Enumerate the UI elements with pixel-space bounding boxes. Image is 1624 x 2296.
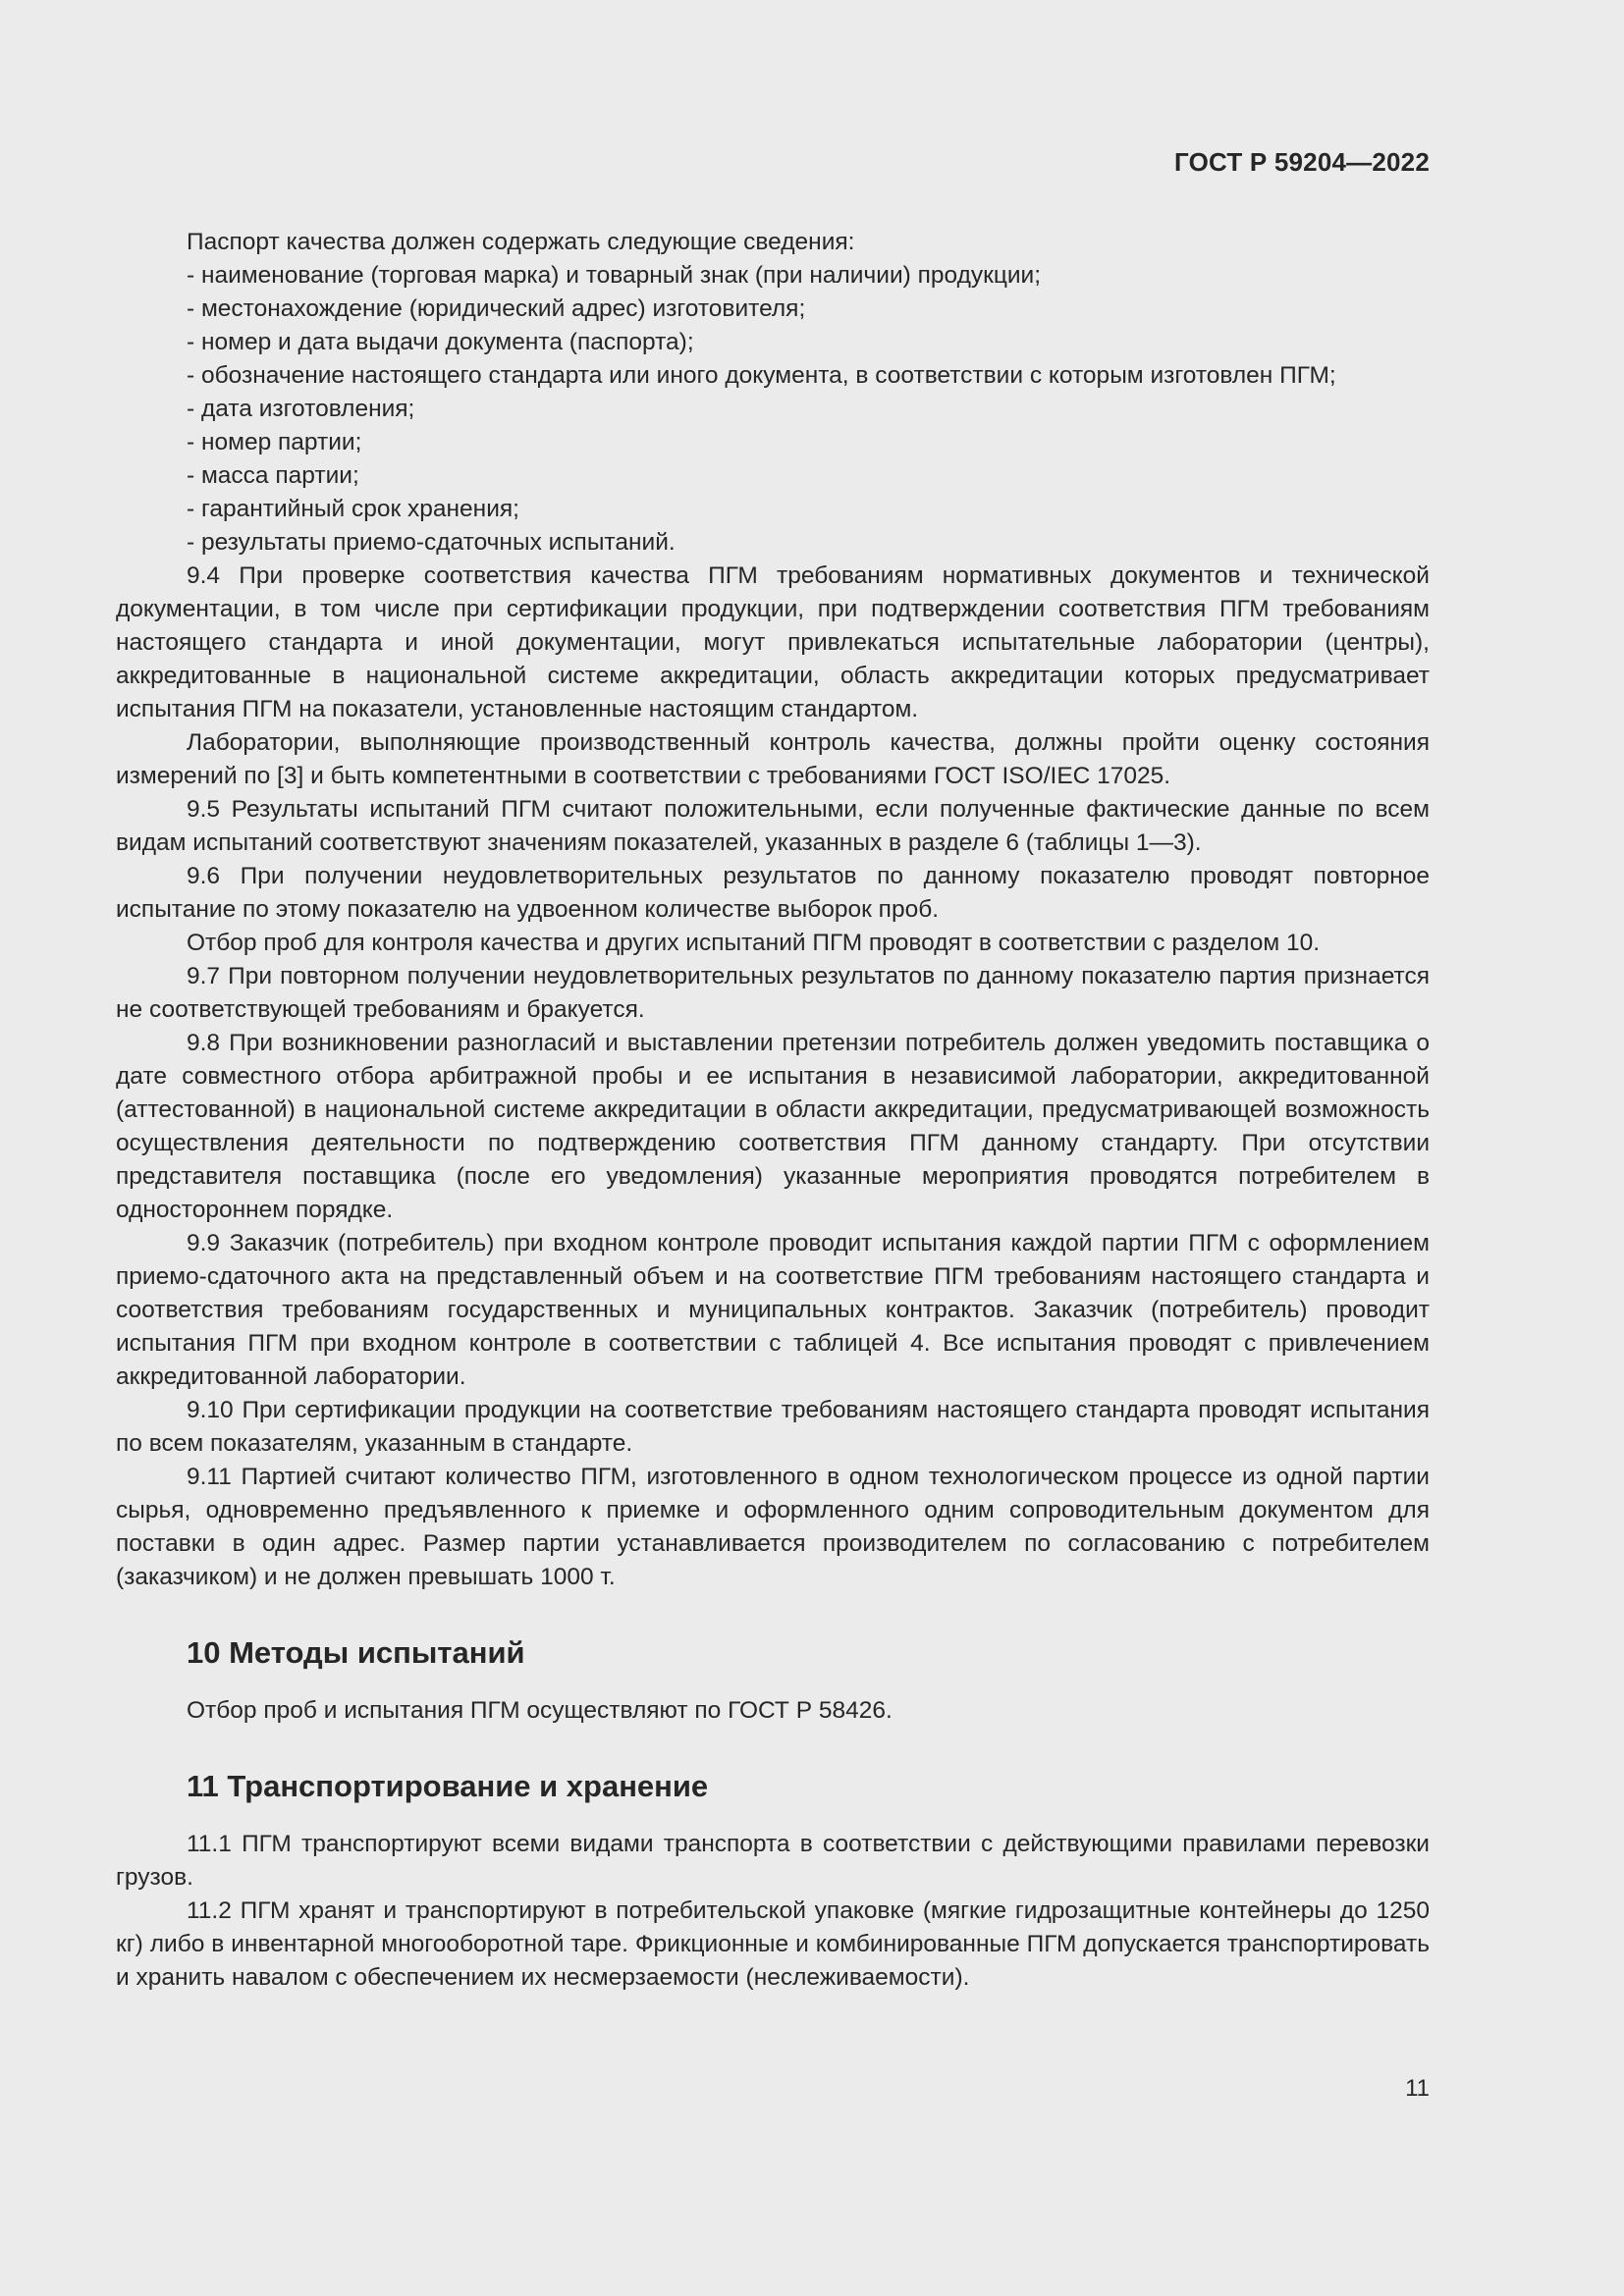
paragraph-9-5: 9.5 Результаты испытаний ПГМ считают положительными, если полученные фактические данные по всем видам испытаний соответствуют значениям показателей, указанных в разделе 6 (таблицы 1—3). (116, 796, 1430, 856)
passport-item: - номер и дата выдачи документа (паспорта); (187, 329, 694, 355)
passport-item: - местонахождение (юридический адрес) изготовителя; (187, 295, 806, 322)
paragraph-9-9: 9.9 Заказчик (потребитель) при входном контроле проводит испытания каждой партии ПГМ с оформлением приемо-сдаточного акта на представленный объем и на соответствие ПГМ требованиям настоящего стандарта и соответствия требованиям государственных и муниципальных контрактов. Заказчик (потребитель) проводит испытания ПГМ при входном контроле в соответствии с таблицей 4. Все испытания проводят с привлечением аккредитованной лаборатории. (116, 1230, 1430, 1390)
passport-item: - наименование (торговая марка) и товарный знак (при наличии) продукции; (187, 262, 1042, 289)
paragraph-laboratories: Лаборатории, выполняющие производственный контроль качества, должны пройти оценку состояния измерений по [3] и быть компетентными в соответствии с требованиями ГОСТ ISO/IEC 17025. (116, 729, 1430, 789)
paragraph-9-8: 9.8 При возникновении разногласий и выставлении претензии потребитель должен уведомить поставщика о дате совместного отбора арбитражной пробы и ее испытания в независимой лаборатории, аккредитованной (аттестованной) в национальной системе аккредитации в области аккредитации, предусматривающей возможность осуществления деятельности по подтверждению соответствия ПГМ данному стандарту. При отсутствии представителя поставщика (после его уведомления) указанные мероприятия проводятся потребителем в одностороннем порядке. (116, 1030, 1430, 1223)
document-header: ГОСТ Р 59204—2022 (1174, 147, 1430, 177)
paragraph-9-7: 9.7 При повторном получении неудовлетворительных результатов по данному показателю партия признается не соответствующей требованиям и бракуется. (116, 963, 1430, 1023)
passport-item: - дата изготовления; (187, 396, 415, 422)
passport-item: - масса партии; (187, 462, 359, 489)
section-11-heading: 11 Транспортирование и хранение (187, 1769, 709, 1803)
paragraph-11-2: 11.2 ПГМ хранят и транспортируют в потребительской упаковке (мягкие гидрозащитные контейнеры до 1250 кг) либо в инвентарной многооборотной таре. Фрикционные и комбинированные ПГМ допускается транспортировать и хранить навалом с обеспечением их несмерзаемости (неслеживаемости). (116, 1897, 1430, 1991)
paragraph-9-4: 9.4 При проверке соответствия качества ПГМ требованиям нормативных документов и технической документации, в том числе при сертификации продукции, при подтверждении соответствия ПГМ требованиям настоящего стандарта и иной документации, могут привлекаться испытательные лаборатории (центры), аккредитованные в национальной системе аккредитации, область аккредитации которых предусматривает испытания ПГМ на показатели, установленные настоящим стандартом. (116, 562, 1430, 722)
paragraph-11-1: 11.1 ПГМ транспортируют всеми видами транспорта в соответствии с действующими правилами перевозки грузов. (116, 1831, 1430, 1891)
passport-intro: Паспорт качества должен содержать следующие сведения: (187, 229, 855, 255)
section-10-heading: 10 Методы испытаний (187, 1635, 525, 1670)
paragraph-sampling: Отбор проб для контроля качества и других испытаний ПГМ проводят в соответствии с разделом 10. (187, 930, 1321, 956)
passport-item: - результаты приемо-сдаточных испытаний. (187, 529, 676, 556)
paragraph-9-11: 9.11 Партией считают количество ПГМ, изготовленного в одном технологическом процессе из одной партии сырья, одновременно предъявленного к приемке и оформленного одним сопроводительным документом для поставки в один адрес. Размер партии устанавливается производителем по согласованию с потребителем (заказчиком) и не должен превышать 1000 т. (116, 1464, 1430, 1590)
paragraph-9-10: 9.10 При сертификации продукции на соответствие требованиям настоящего стандарта проводят испытания по всем показателям, указанным в стандарте. (116, 1397, 1430, 1457)
paragraph-9-6: 9.6 При получении неудовлетворительных результатов по данному показателю проводят повторное испытание по этому показателю на удвоенном количестве выборок проб. (116, 863, 1430, 923)
passport-item: - номер партии; (187, 429, 362, 455)
passport-item: - обозначение настоящего стандарта или иного документа, в соответствии с которым изготовлен ПГМ; (187, 362, 1336, 389)
passport-item: - гарантийный срок хранения; (187, 496, 519, 522)
document-body (116, 226, 1430, 1995)
page-number: 11 (1405, 2075, 1430, 2102)
section-10-text: Отбор проб и испытания ПГМ осуществляют по ГОСТ Р 58426. (187, 1697, 893, 1724)
